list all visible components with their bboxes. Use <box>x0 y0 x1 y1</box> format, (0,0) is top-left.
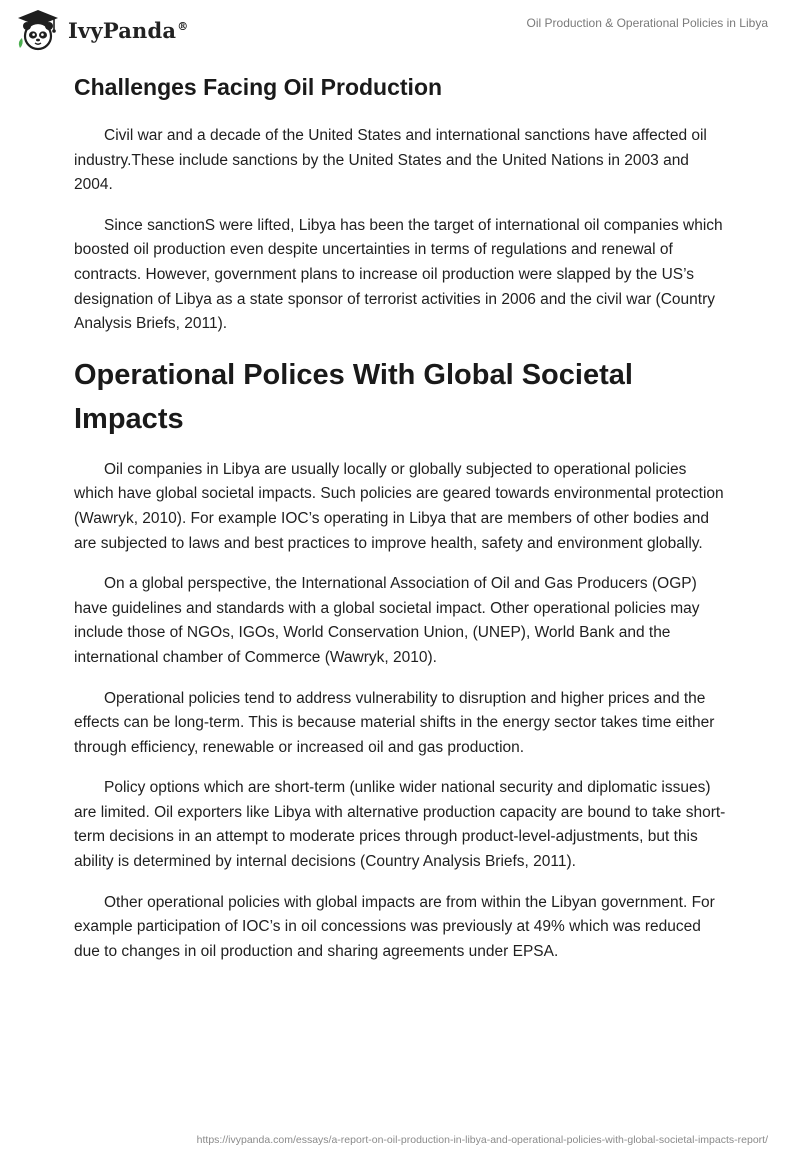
registered-mark: ® <box>177 19 189 33</box>
ivypanda-logo[interactable] <box>14 8 188 52</box>
source-url[interactable]: https://ivypanda.com/essays/a-report-on-oil-production-in-libya-and-operational-policies-with-global-societal-impacts-report/ <box>196 1134 768 1146</box>
paragraph: On a global perspective, the International Association of Oil and Gas Producers (OGP) have guidelines and standards with a global societal impact. Other operational policies may include those of NGOs, IGOs, World Conservation Union, (UNEP), World Bank and the international chamber of Commerce (Wawryk, 2010). <box>74 575 700 666</box>
paragraph: Other operational policies with global impacts are from within the Libyan government. For example participation of IOC’s in oil concessions was previously at 49% which was reduced due to changes in oil production and sharing agreements under EPSA. <box>74 893 715 960</box>
document-title: Oil Production & Operational Policies in Libya <box>526 16 768 30</box>
article-body <box>74 70 730 980</box>
paragraph: Oil companies in Libya are usually locally or globally subjected to operational policies which have global societal impacts. Such policies are geared towards environmental protection (Wawryk, 2010). For example IOC’s operating in Libya that are members of other bodies and are subjected to laws and best practices to improve health, safety and environment globally. <box>74 460 724 552</box>
paragraph: Policy options which are short-term (unlike wider national security and diplomatic issues) are limited. Oil exporters like Libya with alternative production capacity are bound to take short-term decisions in an attempt to moderate prices through product-level-adjustments, but this ability is determined by internal decisions (Country Analysis Briefs, 2011). <box>74 779 726 871</box>
heading-challenges: Challenges Facing Oil Production <box>74 74 443 100</box>
heading-operational-policies: Operational Polices With Global Societal Impacts <box>74 358 633 435</box>
paragraph: Civil war and a decade of the United States and international sanctions have affected oil industry.These include sanctions by the United States and the United Nations in 2003 and 2004. <box>74 127 707 194</box>
panda-logo-icon <box>14 8 62 52</box>
logo-text: IvyPanda® <box>68 17 189 43</box>
paragraph: Since sanctionS were lifted, Libya has been the target of international oil companies which boosted oil production even despite uncertainties in terms of regulations and renewal of contracts. However, government plans to increase oil production were slapped by the US’s designation of Libya as a state sponsor of terrorist activities in 2006 and the civil war (Country Analysis Briefs, 2011). <box>74 216 723 333</box>
paragraph: Operational policies tend to address vulnerability to disruption and higher prices and the effects can be long-term. This is because material shifts in the energy sector takes time either through efficiency, renewable or increased oil and gas production. <box>74 689 715 756</box>
page-header <box>0 0 800 60</box>
